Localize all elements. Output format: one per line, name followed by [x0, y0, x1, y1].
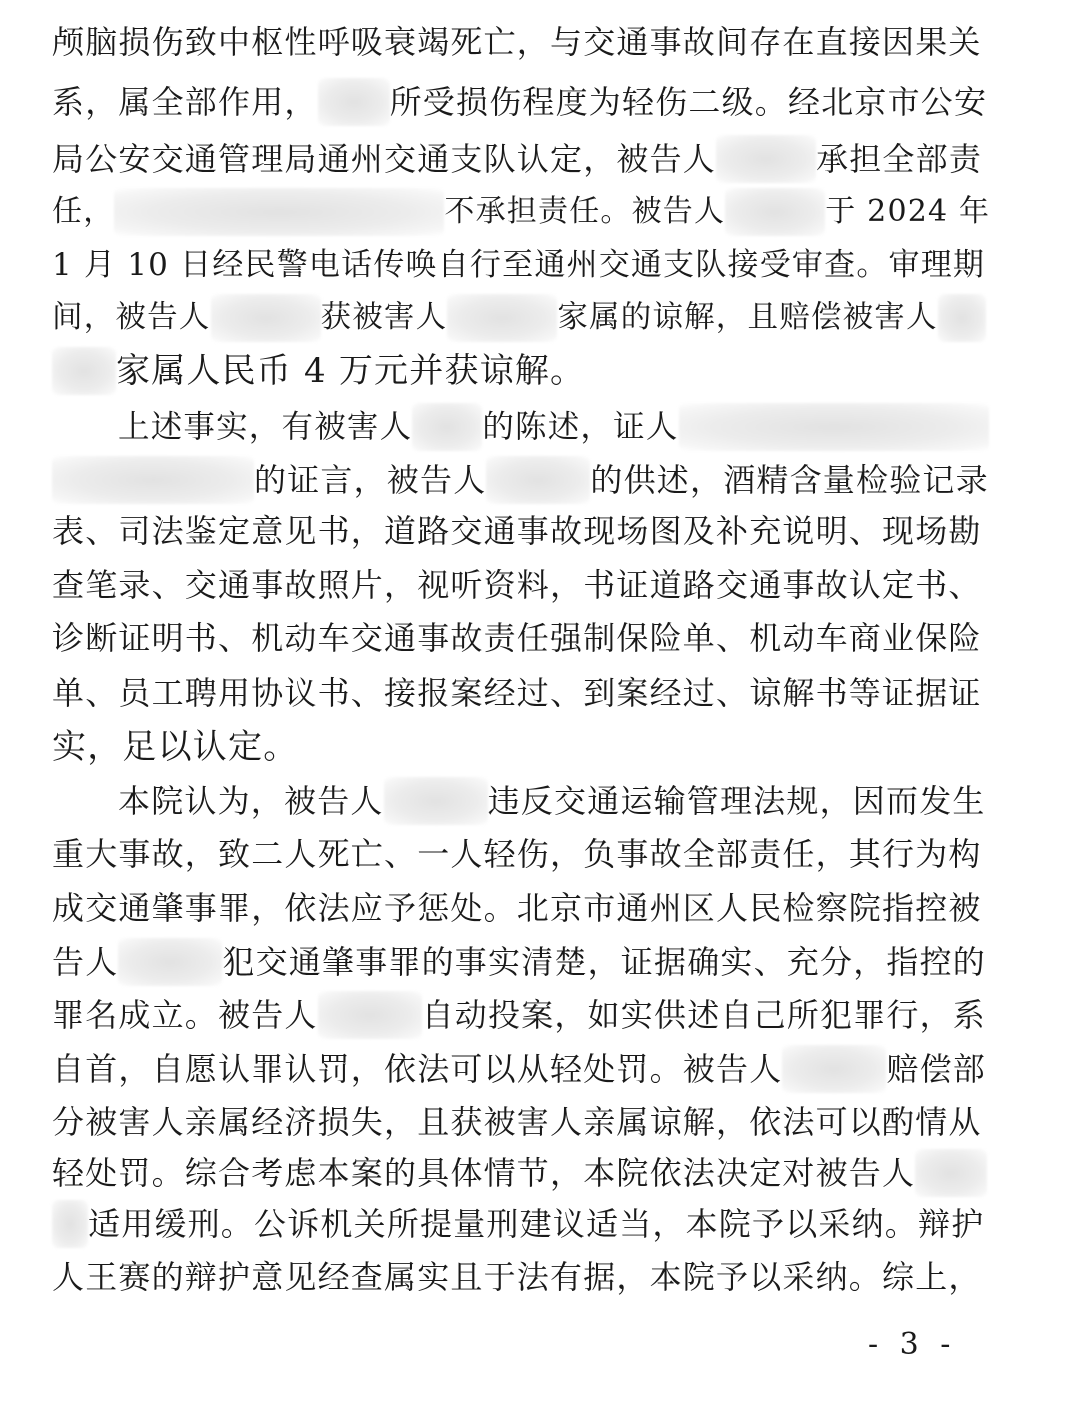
text-segment: 的供述，酒精含量检验记录: [590, 461, 989, 499]
text-line: [118, 771, 992, 831]
redacted-name: [679, 403, 989, 451]
text-line: [52, 985, 992, 1045]
text-segment: 分被害人亲属经济损失，且获被害人亲属谅解，依法可以酌情从: [52, 1103, 982, 1141]
redacted-name: [412, 403, 482, 451]
text-line: [52, 288, 992, 348]
text-line: [52, 182, 992, 242]
text-segment: 系，属全部作用，: [52, 83, 318, 121]
text-line: [52, 608, 992, 668]
text-segment: 赔偿部: [886, 1050, 987, 1088]
redacted-name: [384, 777, 488, 825]
text-line: [52, 1247, 992, 1307]
text-segment: 所受损伤程度为轻伤二级。经北京市公安: [389, 83, 988, 121]
redacted-name: [52, 456, 254, 504]
text-segment: 本院认为，被告人: [118, 782, 384, 820]
text-line: [52, 663, 992, 723]
text-segment: 实，足以认定。: [52, 727, 299, 767]
text-segment: 1 月 10 日经民警电话传唤自行至通州交通支队接受审查。审理期: [52, 247, 986, 283]
text-line: [52, 878, 992, 938]
text-segment: 罪名成立。被告人: [52, 996, 318, 1034]
text-segment: 不承担责任。被告人: [444, 194, 726, 229]
text-segment: 的证言，被告人: [254, 461, 487, 499]
text-segment: 违反交通运输管理法规，因而发生: [487, 782, 986, 820]
redacted-name: [52, 347, 116, 395]
redacted-name: [915, 1149, 987, 1197]
redacted-name: [318, 78, 390, 126]
redacted-name: [938, 294, 986, 342]
redacted-name: [318, 991, 422, 1039]
redacted-name: [716, 135, 816, 183]
redacted-name: [118, 938, 222, 986]
page-number: - 3 -: [868, 1327, 957, 1362]
redacted-name: [211, 294, 321, 342]
text-segment: 间，被告人: [52, 300, 211, 335]
text-segment: 自动投案，如实供述自己所犯罪行，系: [421, 996, 987, 1034]
text-line: [52, 235, 992, 295]
text-segment: 家属的谅解，且赔偿被害人: [557, 300, 938, 335]
text-line: [52, 12, 992, 72]
text-line: [52, 341, 992, 401]
text-line: [118, 397, 992, 457]
text-segment: 于 2024 年: [825, 194, 991, 229]
text-segment: 诊断证明书、机动车交通事故责任强制保险单、机动车商业保险: [52, 619, 982, 657]
text-segment: 查笔录、交通事故照片，视听资料，书证道路交通事故认定书、: [52, 566, 982, 604]
text-line: [52, 501, 992, 561]
text-segment: 获被害人: [320, 300, 448, 335]
text-segment: 单、员工聘用协议书、接报案经过、到案经过、谅解书等证据证: [52, 674, 982, 712]
text-line: [52, 72, 992, 132]
text-segment: 颅脑损伤致中枢性呼吸衰竭死亡，与交通事故间存在直接因果关: [52, 23, 982, 61]
text-line: [52, 555, 992, 615]
text-segment: 告人: [52, 943, 119, 981]
text-segment: 局公安交通管理局通州交通支队认定，被告人: [52, 140, 717, 178]
text-segment: 的陈述，证人: [482, 409, 679, 445]
text-segment: 表、司法鉴定意见书，道路交通事故现场图及补充说明、现场勘: [52, 512, 982, 550]
text-segment: 家属人民币 4 万元并获谅解。: [116, 351, 586, 391]
text-segment: 轻处罚。综合考虑本案的具体情节，本院依法决定对被告人: [52, 1154, 916, 1192]
text-line: [52, 1194, 992, 1254]
redacted-name: [114, 188, 444, 236]
text-line: [52, 932, 992, 992]
redacted-name: [486, 456, 590, 504]
text-segment: 人王赛的辩护意见经查属实且于法有据，本院予以采纳。综上，: [52, 1258, 982, 1296]
text-line: [52, 1039, 992, 1099]
text-segment: 自首，自愿认罪认罚，依法可以从轻处罚。被告人: [52, 1050, 783, 1088]
redacted-name: [725, 188, 825, 236]
text-segment: 成交通肇事罪，依法应予惩处。北京市通州区人民检察院指控被: [52, 889, 982, 927]
text-segment: 上述事实，有被害人: [118, 409, 413, 445]
text-line: [52, 129, 992, 189]
text-segment: 重大事故，致二人死亡、一人轻伤，负事故全部责任，其行为构: [52, 835, 982, 873]
redacted-name: [52, 1200, 88, 1248]
text-segment: 任，: [52, 194, 115, 229]
text-line: [52, 824, 992, 884]
text-line: [52, 717, 992, 777]
text-segment: 承担全部责: [816, 140, 983, 178]
text-segment: 适用缓刑。公诉机关所提量刑建议适当，本院予以采纳。辩护: [88, 1205, 985, 1243]
text-segment: 犯交通肇事罪的事实清楚，证据确实、充分，指控的: [222, 943, 987, 981]
redacted-name: [447, 294, 557, 342]
redacted-name: [782, 1045, 886, 1093]
